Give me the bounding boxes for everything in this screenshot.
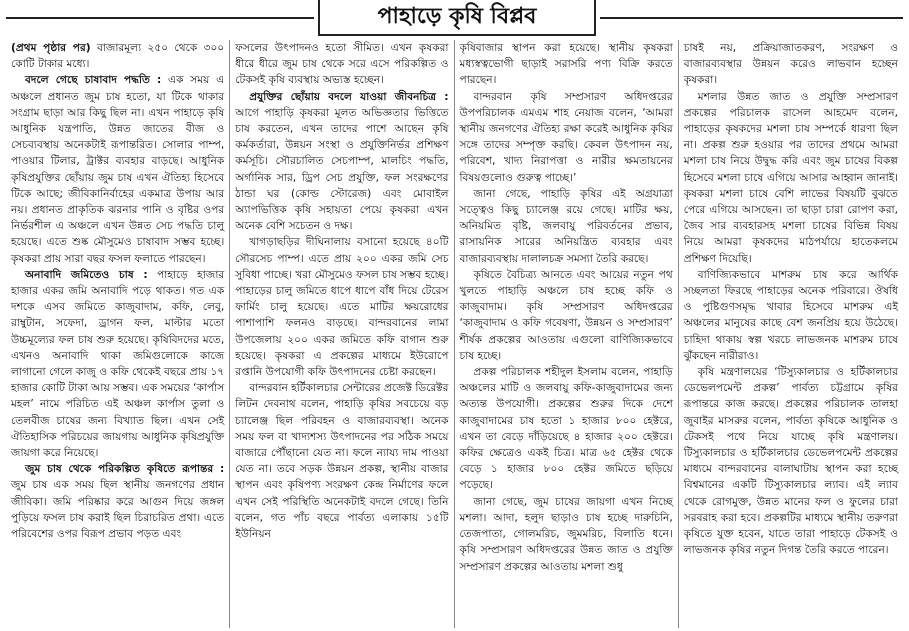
paragraph-text: জানা গেছে, জুম চাষের জায়গা এখন নিচ্ছে মশলা। আদা, হলুদ ছাড়াও চাষ হচ্ছে দারুচিনি, তেজপাতা, গোলমরিচ, জুমমরিচ, বিলাতি ধনে। কৃষি সম্প্রসারণ অধিদপ্তরের উন্নত জাত ও প্রযুক্তি সম্প্রসারণ প্রকল্পের আওতায় মশলা শুধু: [459, 495, 673, 573]
article-columns: [6, 40, 903, 628]
page-headline: পাহাড়ে কৃষি বিপ্লব: [318, 0, 596, 36]
article-paragraph: [684, 40, 898, 89]
article-paragraph: [460, 267, 673, 364]
article-paragraph: [684, 89, 898, 267]
article-paragraph: [235, 380, 448, 542]
paragraph-text: বাণিজ্যিকভাবে মাশরুম চাষ করে আর্থিক সচ্ছলতা ফিরছে পাহাড়ের অনেক পরিবারে। ঔষধি ও পুষ্টিগুণসমৃদ্ধ খাবার হিসেবে মাশরুম এই অঞ্চলের মানুষের কাছে বেশ জনপ্রিয় হয়ে উঠেছে। চাহিদা থাকায় স্বল্প খরচে লাভজনক মাশরুম চাষে ঝুঁকছেন নারীরাও।: [683, 268, 898, 362]
article-paragraph: [460, 89, 673, 186]
paragraph-subheading: অনাবাদি জমিতেও চাষ :: [25, 268, 148, 281]
paragraph-text: বাজারমূল্য ২৫০ থেকে ৩০০ কোটি টাকার মধ্যে।: [11, 42, 225, 71]
article-paragraph: [235, 234, 448, 380]
article-paragraph: [460, 186, 673, 267]
article-paragraph: [684, 267, 898, 364]
paragraph-text: ফসলের উৎপাদনও হতো সীমিত। এখন কৃষকরা ধীরে ধীরে জুম চাষ থেকে সরে এসে পরিকল্পিত ও টেকসই কৃষি ব্যবস্থায় অভ্যস্ত হচ্ছেন।: [235, 42, 449, 87]
paragraph-subheading: (প্রথম পৃষ্ঠার পর): [11, 42, 91, 54]
paragraph-text: কৃষি মন্ত্রণালয়ের ‘টিস্যুকালচার ও হর্টিকালচার ডেভেলপমেন্ট প্রকল্প’ পার্বত্য চট্টগ্রামে কৃষির রূপান্তরে কাজ করছে। প্রকল্পের পরিচালক তালহা জুবাইর মাসরুর বলেন, পার্বত্য কৃষিকে আধুনিক ও টেকসই পথে নিয়ে যাচ্ছে কৃষি মন্ত্রণালয়। টিস্যুকালচার ও হর্টিকালচার ডেভেলপমেন্ট প্রকল্পের মাধ্যমে বান্দরবানের বালাঘাটায় স্থাপন করা হচ্ছে বিশ্বমানের একটি টিস্যুকালচার ল্যাব। এই ল্যাব থেকে রোগমুক্ত, উন্নত মানের ফল ও ফুলের চারা সরবরাহ করা হবে। প্রকল্পটির মাধ্যমে স্থানীয় তরুণরা কৃষিতে যুক্ত হবেন, যাতে তারা পাহাড়ে টেকসই ও লাভজনক কৃষির নতুন দিগন্ত তৈরি করতে পারেন।: [683, 366, 898, 557]
article-paragraph: [11, 40, 224, 72]
article-paragraph: [11, 461, 224, 542]
header-rule-right: [600, 17, 903, 19]
article-paragraph: [235, 89, 448, 235]
paragraph-text: চাষই নয়, প্রক্রিয়াজাতকরণ, সংরক্ষণ ও বাজারব্যবস্থার উন্নয়ন করেও লাভবান হচ্ছেন কৃষকরা।: [683, 42, 898, 87]
article-column-3: [455, 40, 679, 628]
article-column-1: [6, 40, 230, 628]
paragraph-subheading: বদলে গেছে চাষাবাদ পদ্ধতি :: [25, 74, 162, 87]
paragraph-text: কৃষিবাজার স্থাপন করা হয়েছে। স্থানীয় কৃষকরা মধ্যস্বত্বভোগী ছাড়াই সরাসরি পণ্য বিক্রি করতে পারছেন।: [459, 42, 673, 87]
paragraph-text: আগে পাহাড়ি কৃষকরা মূলত অভিজ্ঞতার ভিত্তিতে চাষ করতেন, এখন তাদের পাশে আছেন কৃষি কর্মকর্তারা, উন্নয়ন সংস্থা ও প্রযুক্তিনির্ভর প্রশিক্ষণ কর্মসূচি। সৌরচালিত সেচপাম্প, মালচিং পদ্ধতি, অর্গানিক সার, ড্রিপ সেচ প্রযুক্তি, ফল সংরক্ষণের ঠান্ডা ঘর (কোল্ড স্টোরেজ) এবং মোবাইল অ্যাপভিত্তিক কৃষি সহায়তা পেয়ে কৃষকরা এখন অনেক বেশি সচেতন ও দক্ষ।: [235, 106, 449, 233]
article-paragraph: [11, 267, 224, 461]
paragraph-subheading: জুম চাষ থেকে পরিকল্পিত কৃষিতে রূপান্তর :: [25, 463, 225, 476]
paragraph-text: জুম চাষ এক সময় ছিল স্থানীয় জনগণের প্রধান জীবিকা। জমি পরিষ্কার করে আগুন দিয়ে জঙ্গল পুড়িয়ে ফসল চাষ করাই ছিল চিরাচরিত প্রথা। এতে পরিবেশের ওপর বিরূপ প্রভাব পড়ত এবং: [11, 479, 225, 541]
article-paragraph: [460, 364, 673, 494]
paragraph-text: জানা গেছে, পাহাড়ি কৃষির এই অগ্রযাত্রা সত্ত্বেও কিছু চ্যালেঞ্জ রয়ে গেছে। মাটির ক্ষয়, অনিয়মিত বৃষ্টি, জলবায়ু পরিবর্তনের প্রভাব, রাসায়নিক সারের অনিয়ন্ত্রিত ব্যবহার এবং বাজারব্যবস্থায় দালালচক্র সমস্যা তৈরি করছে।: [459, 187, 673, 265]
paragraph-text: মশলার উন্নত জাত ও প্রযুক্তি সম্প্রসারণ প্রকল্পের পরিচালক রাসেল আহমেদ বলেন, পাহাড়ের কৃষকদের মশলা চাষ সম্পর্কে ধারণা ছিল না। প্রকল্প শুরু হওয়ার পর তাদের প্রথমে আমরা মশলা চাষ নিয়ে উদ্বুদ্ধ করি এবং জুম চাষের বিকল্প হিসেবে মশলা চাষে এগিয়ে আসার আহ্বান জানাই। কৃষকরা মশলা চাষে বেশি লাভের বিষয়টি বুঝতে পেরে এগিয়ে আসছেন। তা ছাড়া চারা রোপণ করা, জৈব সার ব্যবহারসহ মশলা চাষের বিভিন্ন বিষয় নিয়ে আমরা কৃষকদের মাঠপর্যায়ে হাতেকলমে প্রশিক্ষণ দিয়েছি।: [683, 90, 898, 265]
header-rule-left: [6, 17, 314, 19]
paragraph-text: এক সময় এ অঞ্চলে প্রধানত জুম চাষ হতো, যা টিকে থাকার সংগ্রাম ছাড়া আর কিছু ছিল না। এখন পাহাড়ে কৃষি আধুনিক যন্ত্রপাতি, উন্নত জাতের বীজ ও সেচব্যবস্থায় অনেকটাই রূপান্তরিত। সোলার পাম্প, পাওয়ার টিলার, ট্রাক্টর ব্যবহার বাড়ছে। আধুনিক কৃষিপ্রযুক্তির ছোঁয়ায় জুম চাষ এখন ঐতিহ্য হিসেবে টিকে আছে; জীবিকানির্বাহের একমাত্র উপায় আর নয়। প্রধানত প্রাকৃতিক ঝরনার পানি ও বৃষ্টির ওপর নির্ভরশীল এ অঞ্চলে এখন উন্নত সেচ পদ্ধতি চালু হয়েছে। এতে শুষ্ক মৌসুমেও চাষাবাদ সম্ভব হচ্ছে। কৃষকরা প্রায় সারা বছর ফসল ফলাতে পারছেন।: [11, 74, 225, 265]
article-paragraph: [235, 40, 448, 89]
article-paragraph: [460, 494, 673, 575]
paragraph-subheading: প্রযুক্তির ছোঁয়ায় বদলে যাওয়া জীবনচিত্র :: [249, 90, 449, 103]
article-paragraph: [11, 72, 224, 266]
paragraph-text: বান্দরবান হর্টিকালচার সেন্টারের প্রজেক্ট ডিরেক্টর লিটন দেবনাথ বলেন, পাহাড়ি কৃষির সবচেয়ে বড় চ্যালেঞ্জ ছিল পরিবহন ও বাজারব্যবস্থা। অনেক সময় ফল বা খাদ্যশস্য উৎপাদনের পর সঠিক সময়ে বাজারে পৌঁছানো যেত না। ফলে ন্যায্য দাম পাওয়া যেত না। তবে সড়ক উন্নয়ন প্রকল্প, স্থানীয় বাজার স্থাপন এবং কৃষিপণ্য সংরক্ষণ কেন্দ্র নির্মাণের ফলে এখন সেই পরিস্থিতি অনেকটাই বদলে গেছে। তিনি বলেন, গত পাঁচ বছরে পার্বত্য এলাকায় ১৫টি ইউনিয়ন: [235, 382, 449, 541]
paragraph-text: খাগড়াছড়ির দীঘিনালায় বসানো হয়েছে ৪০টি সৌরসেচ পাম্প। এতে প্রায় ২০০ একর জমি সেচ সুবিধা পাচ্ছে। খরা মৌসুমেও ফসল চাষ সম্ভব হচ্ছে। পাহাড়ের চালু জমিতে ধাপে ধাপে বাঁধ দিয়ে টেরেস ফার্মিং চালু হয়েছে। এতে মাটির ক্ষয়রোধের পাশাপাশি ফলনও বাড়ছে। বান্দরবানের লামা উপজেলায় ২০০ একর জমিতে কফি বাগান শুরু হয়েছে। কৃষকরা এ প্রকল্পের মাধ্যমে ইউরোপে রপ্তানি উপযোগী কফি উৎপাদনের চেষ্টা করছেন।: [235, 236, 449, 379]
article-paragraph: [684, 364, 898, 558]
paragraph-text: প্রকল্প পরিচালক শহীদুল ইসলাম বলেন, পাহাড়ি অঞ্চলের মাটি ও জলবায়ু কফি-কাজুবাদামের জন্য অত্যন্ত উপযোগী। প্রকল্পের শুরুর দিকে দেশে কাজুবাদামের চাষ হতো ১ হাজার ৮০০ হেক্টরে, এখন তা বেড়ে দাঁড়িয়েছে ৪ হাজার ২০০ হেক্টরে। কফির ক্ষেত্রেও একই চিত্র। মাত্র ৬৫ হেক্টর থেকে বেড়ে ১ হাজার ৮০০ হেক্টর জমিতে ছড়িয়ে পড়েছে।: [459, 366, 673, 492]
article-column-2: [230, 40, 454, 628]
article-paragraph: [460, 40, 673, 89]
article-column-4: [679, 40, 903, 628]
paragraph-text: বান্দরবান কৃষি সম্প্রসারণ অধিদপ্তরের উপপরিচালক এমএম শাহ নেয়াজ বলেন, ‘আমরা স্থানীয় জনগণের ঐতিহ্য রক্ষা করেই আধুনিক কৃষির সঙ্গে তাদের সম্পৃক্ত করছি। কেবল উৎপাদন নয়, পরিবেশ, খাদ্য নিরাপত্তা ও নারীর ক্ষমতায়নের বিষয়গুলোও গুরুত্ব পাচ্ছে।’: [459, 90, 673, 184]
paragraph-text: কৃষিতে বৈচিত্র্য আনতে এবং আয়ের নতুন পথ খুলতে পাহাড়ি অঞ্চলে চাষ হচ্ছে কফি ও কাজুবাদাম। কৃষি সম্প্রসারণ অধিদপ্তরের ‘কাজুবাদাম ও কফি গবেষণা, উন্নয়ন ও সম্প্রসারণ’ শীর্ষক প্রকল্পের আওতায় এগুলো বাণিজ্যিকভাবে চাষ হচ্ছে।: [459, 268, 673, 362]
paragraph-text: পাহাড়ে হাজার হাজার একর জমি অনাবাদি পড়ে থাকত। গত এক দশকে এসব জমিতে কাজুবাদাম, কফি, লেবু, রাম্বুটান, সফেদা, ড্রাগন ফল, মাল্টার মতো উচ্চমূল্যের ফল চাষ শুরু হয়েছে। কৃষিবিদদের মতে, এখনও অনাবাদি থাকা জমিগুলোকে কাজে লাগানো গেলে কাজু ও কফি থেকেই বছরে প্রায় ১৭ হাজার কোটি টাকা আয় সম্ভব। এক সময়ের ‘কার্পাস মহল’ নামে পরিচিত এই অঞ্চল কার্পাস তুলা ও তেলবীজ চাষের জন্য বিখ্যাত ছিল। এখন সেই ঐতিহাসিক পরিচয়ের জায়গায় আধুনিক কৃষিপ্রযুক্তি জায়গা করে নিয়েছে।: [11, 268, 225, 460]
